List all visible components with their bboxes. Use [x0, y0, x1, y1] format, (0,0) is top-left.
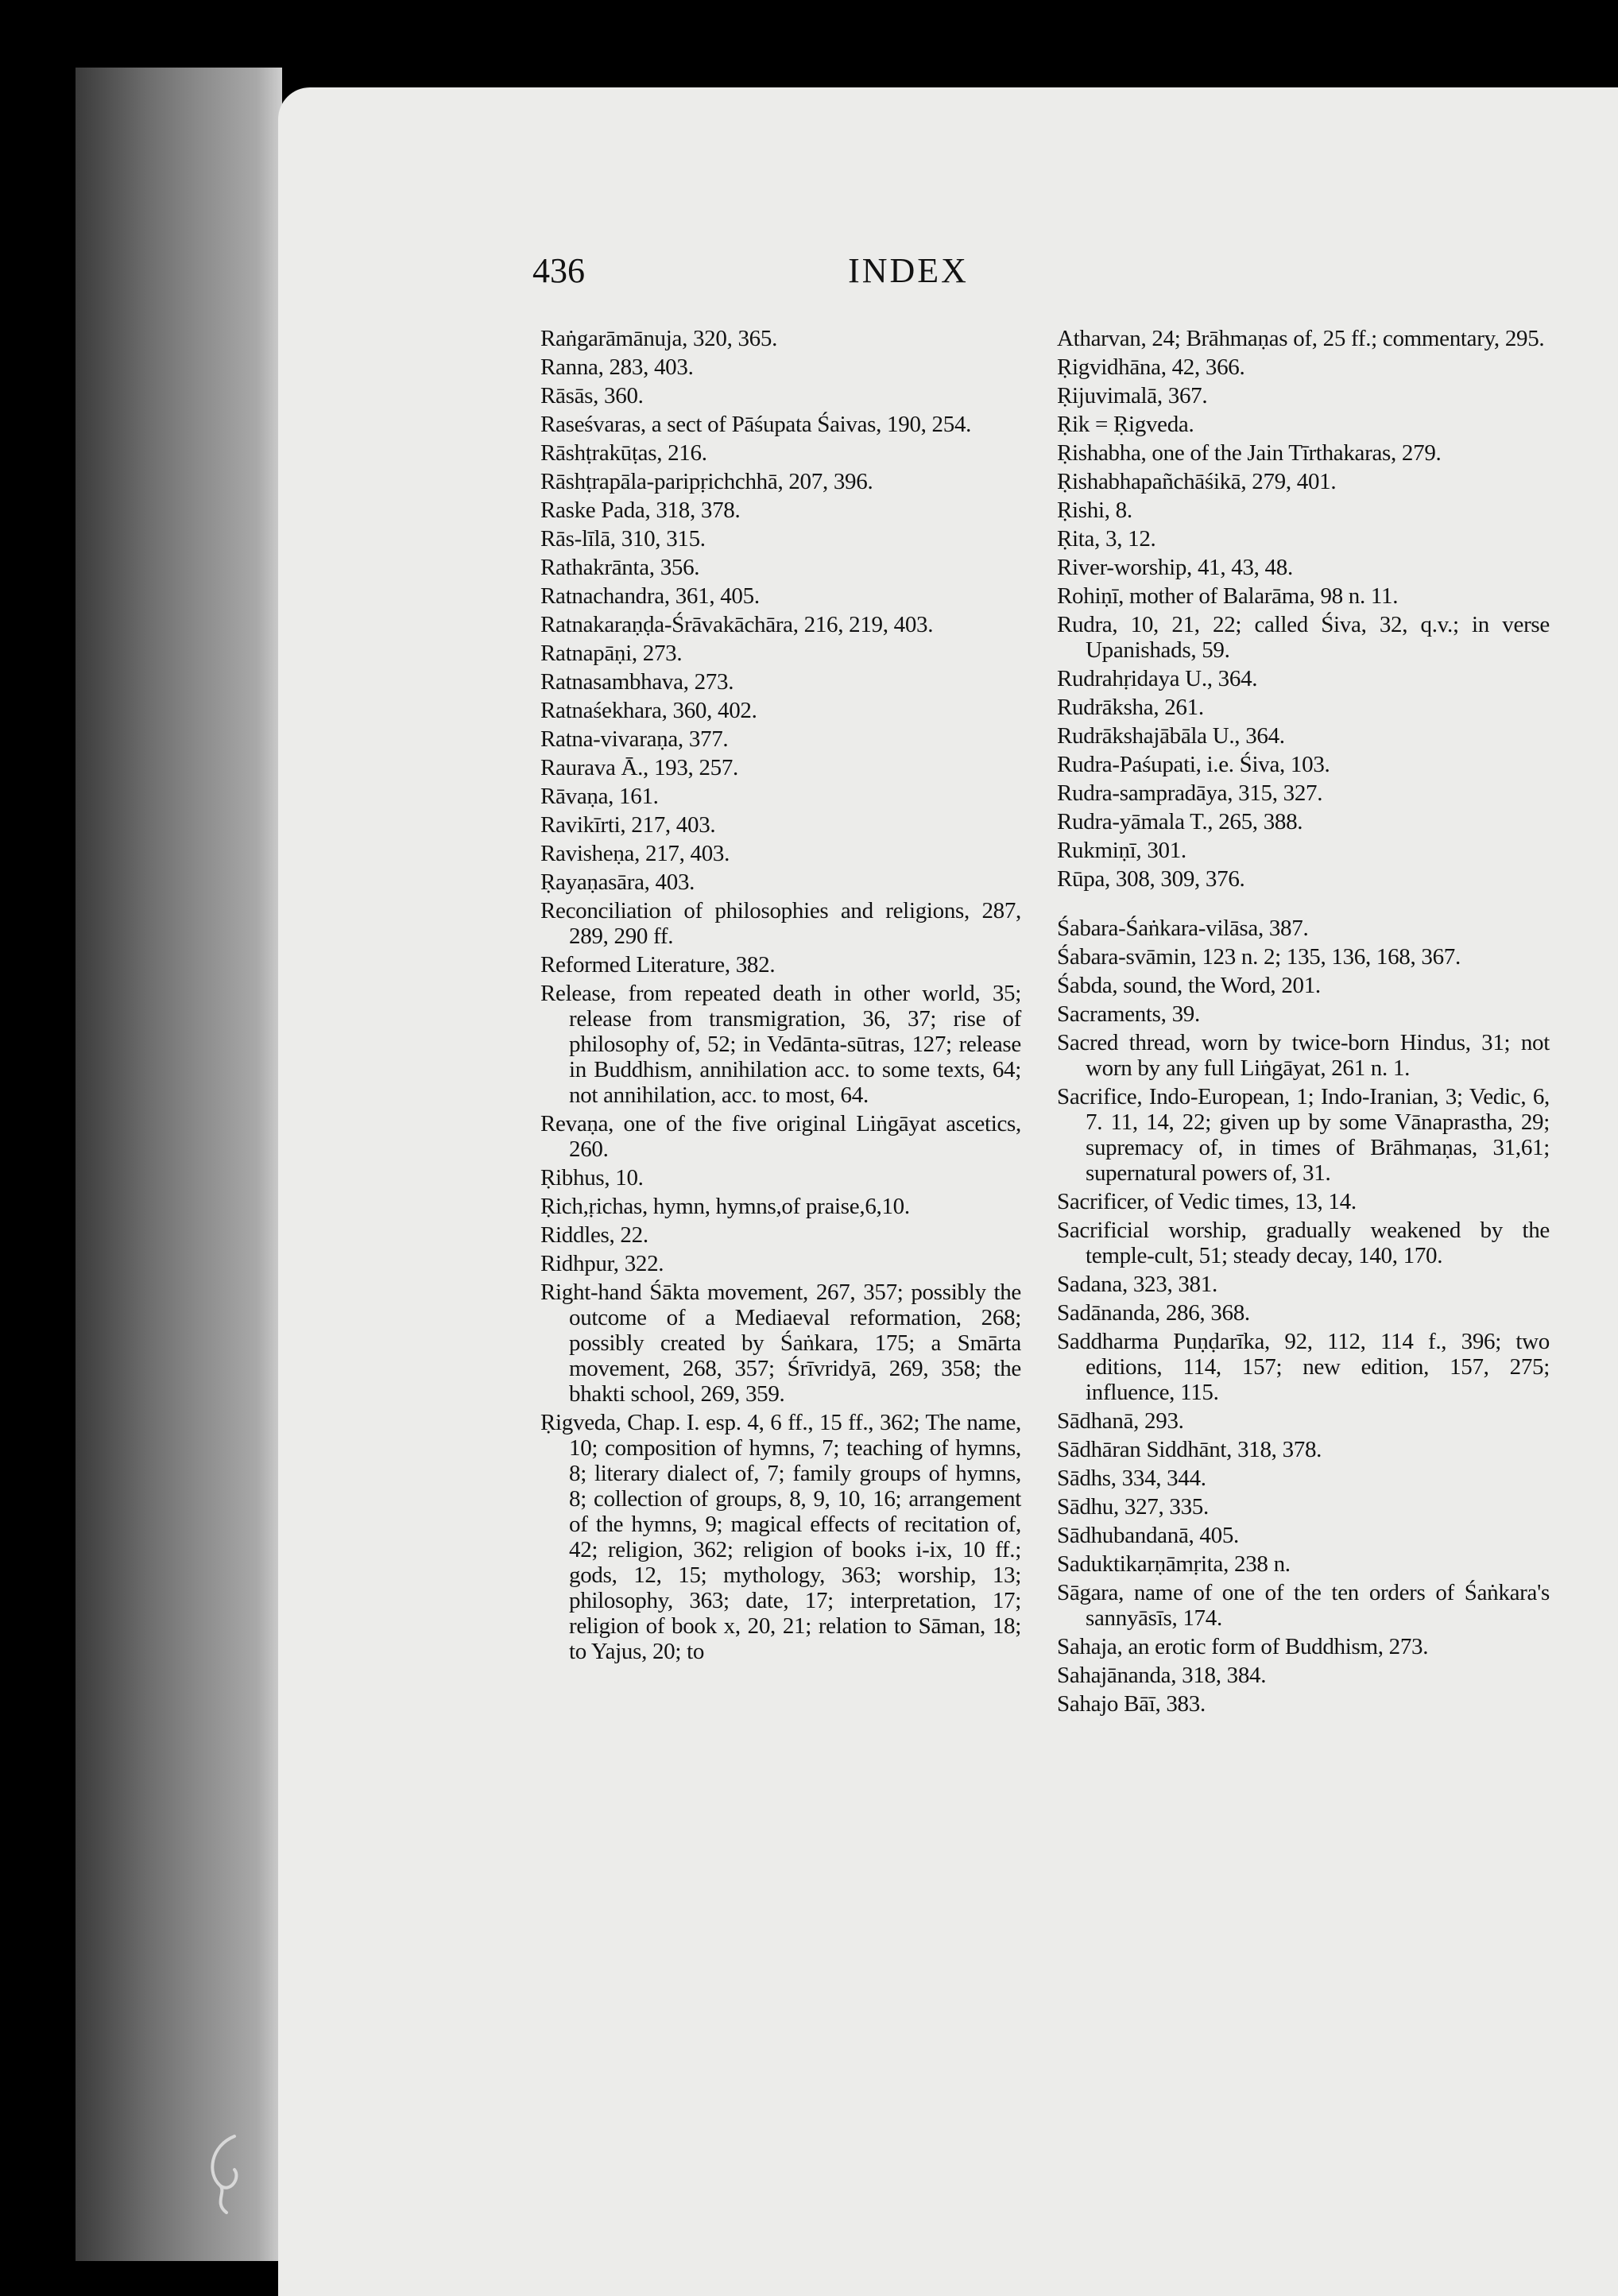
index-entry: Ravisheṇa, 217, 403. — [540, 841, 730, 866]
index-entry: Sacraments, 39. — [1057, 1001, 1200, 1027]
index-entry: Rudrahṛidaya U., 364. — [1057, 666, 1258, 691]
index-entry: Rudra-yāmala T., 265, 388. — [1057, 809, 1303, 834]
index-entry: Ṛishabhapañchāśikā, 279, 401. — [1057, 469, 1337, 494]
index-entry: Ṛich,ṛichas, hymn, hymns,of praise,6,10. — [540, 1194, 910, 1219]
index-entry: Sahaja, an erotic form of Buddhism, 273. — [1057, 1634, 1429, 1659]
index-entry: Rāsās, 360. — [540, 383, 644, 408]
page-number: 436 — [532, 251, 585, 290]
index-entry: Rudrākshajābāla U., 364. — [1057, 723, 1285, 749]
index-entry: Ridhpur, 322. — [540, 1251, 664, 1276]
running-title: INDEX — [848, 251, 969, 290]
index-entry: Sacrifice, Indo-European, 1; Indo-Iranian, 3; Vedic, 6, 7. 11, 14, 22; given up by some Vānaprastha, 29; supremacy of, in times of Brāhmaṇas, 31,61; supernatural powers of, 31. — [1057, 1084, 1550, 1186]
index-entry: Saddharma Puṇḍarīka, 92, 112, 114 f., 396; two editions, 114, 157; new edition, 157, 275; influence, 115. — [1057, 1329, 1550, 1405]
index-entry: Sādhanā, 293. — [1057, 1408, 1184, 1434]
index-entry: Rāvaṇa, 161. — [540, 784, 659, 809]
index-entry: Rudra-sampradāya, 315, 327. — [1057, 780, 1323, 806]
index-entry: Saduktikarṇāmṛita, 238 n. — [1057, 1551, 1291, 1577]
book-page — [278, 87, 1618, 2296]
index-entry: Sādhubandanā, 405. — [1057, 1523, 1239, 1548]
index-entry: Ṛigveda, Chap. I. esp. 4, 6 ff., 15 ff., 362; The name, 10; composition of hymns, 7; teaching of hymns, 8; literary dialect of, 7; family groups of hymns, 8; collection of groups, 8, 9, 10, 16; arrangement of the hymns, 9; magical effects of recitation of, 42; religion, 362; religion of books i-ix, 10 ff.; gods, 12, 15; mythology, 363; worship, 13; philosophy, 363; date, 17; interpretation, 17; religion of book x, 20, 21; relation to Sāman, 18; to Yajus, 20; to — [540, 1410, 1021, 1664]
index-entry: Sādhs, 334, 344. — [1057, 1465, 1206, 1491]
index-entry: Raske Pada, 318, 378. — [540, 498, 741, 523]
index-entry: Ravikīrti, 217, 403. — [540, 812, 716, 838]
index-column-left — [540, 326, 1021, 1667]
index-entry: Ratnasambhava, 273. — [540, 669, 734, 695]
index-entry: Ṛigvidhāna, 42, 366. — [1057, 354, 1245, 380]
index-entry: Reformed Literature, 382. — [540, 952, 776, 978]
index-entry: Śabara-Śaṅkara-vilāsa, 387. — [1057, 916, 1309, 941]
index-entry: Ṛijuvimalā, 367. — [1057, 383, 1208, 408]
index-entry: Right-hand Śākta movement, 267, 357; possibly the outcome of a Mediaeval reformation, 268; possibly created by Śaṅkara, 175; a Smārta movement, 268, 357; Śrīvridyā, 269, 358; the bhakti school, 269, 359. — [540, 1280, 1021, 1407]
index-entry: Rohiṇī, mother of Balarāma, 98 n. 11. — [1057, 583, 1399, 609]
index-entry: Sahajānanda, 318, 384. — [1057, 1663, 1267, 1688]
index-entry: Ṛayaṇasāra, 403. — [540, 869, 695, 895]
index-entry: River-worship, 41, 43, 48. — [1057, 555, 1293, 580]
index-entry: Raseśvaras, a sect of Pāśupata Śaivas, 190, 254. — [540, 412, 972, 437]
index-entry: Ranna, 283, 403. — [540, 354, 694, 380]
index-entry: Sāgara, name of one of the ten orders of Śaṅkara's sannyāsīs, 174. — [1057, 1580, 1550, 1631]
index-entry: Ratnaśekhara, 360, 402. — [540, 698, 757, 723]
index-entry: Rāshṭrapāla-paripṛichchhā, 207, 396. — [540, 469, 873, 494]
index-entry: Revaṇa, one of the five original Liṅgāyat ascetics, 260. — [540, 1111, 1021, 1162]
index-entry: Śabara-svāmin, 123 n. 2; 135, 136, 168, 367. — [1057, 944, 1461, 970]
index-entry: Ṛishabha, one of the Jain Tīrthakaras, 279. — [1057, 440, 1442, 466]
handwritten-mark — [203, 2130, 250, 2217]
index-entry: Rukmiṇī, 301. — [1057, 838, 1186, 863]
index-entry: Sādhu, 327, 335. — [1057, 1494, 1209, 1520]
index-entry: Ṛishi, 8. — [1057, 498, 1132, 523]
index-entry: Reconciliation of philosophies and religions, 287, 289, 290 ff. — [540, 898, 1021, 949]
index-entry: Riddles, 22. — [540, 1222, 648, 1248]
index-column-right — [1057, 326, 1550, 1720]
index-entry: Ratnapāṇi, 273. — [540, 641, 683, 666]
index-entry: Release, from repeated death in other world, 35; release from transmigration, 36, 37; rise of philosophy of, 52; in Vedānta-sūtras, 127; release in Buddhism, annihilation acc. to some texts, 64; not annihilation, acc. to most, 64. — [540, 981, 1021, 1108]
index-entry: Ṛik = Ṛigveda. — [1057, 412, 1194, 437]
index-entry: Raurava Ā., 193, 257. — [540, 755, 739, 780]
index-entry: Ratna-vivaraṇa, 377. — [540, 726, 729, 752]
index-entry: Rās-līlā, 310, 315. — [540, 526, 706, 552]
index-entry: Atharvan, 24; Brāhmaṇas of, 25 ff.; commentary, 295. — [1057, 326, 1545, 351]
index-entry: Śabda, sound, the Word, 201. — [1057, 973, 1321, 998]
index-entry: Sacrificer, of Vedic times, 13, 14. — [1057, 1189, 1357, 1214]
index-entry: Sadānanda, 286, 368. — [1057, 1300, 1250, 1326]
index-entry: Sacrificial worship, gradually weakened by the temple-cult, 51; steady decay, 140, 170. — [1057, 1218, 1550, 1268]
index-entry: Rudra, 10, 21, 22; called Śiva, 32, q.v.; in verse Upanishads, 59. — [1057, 612, 1550, 663]
index-entry: Rudrāksha, 261. — [1057, 695, 1204, 720]
book-spine-shadow — [75, 68, 282, 2261]
index-entry: Ratnachandra, 361, 405. — [540, 583, 760, 609]
index-entry: Sacred thread, worn by twice-born Hindus, 31; not worn by any full Liṅgāyat, 261 n. 1. — [1057, 1030, 1550, 1081]
index-entry: Ratnakaraṇḍa-Śrāvakāchāra, 216, 219, 403. — [540, 612, 934, 637]
index-entry: Sahajo Bāī, 383. — [1057, 1691, 1206, 1717]
index-entry: Sadana, 323, 381. — [1057, 1272, 1217, 1297]
index-entry: Rudra-Paśupati, i.e. Śiva, 103. — [1057, 752, 1330, 777]
index-entry: Raṅgarāmānuja, 320, 365. — [540, 326, 778, 351]
index-entry: Rāshṭrakūṭas, 216. — [540, 440, 707, 466]
index-entry: Ṛibhus, 10. — [540, 1165, 644, 1191]
index-entry: Rūpa, 308, 309, 376. — [1057, 866, 1245, 892]
index-entry: Rathakrānta, 356. — [540, 555, 700, 580]
index-entry: Sādhāran Siddhānt, 318, 378. — [1057, 1437, 1322, 1462]
page-header — [278, 250, 1618, 298]
index-entry: Ṛita, 3, 12. — [1057, 526, 1156, 552]
